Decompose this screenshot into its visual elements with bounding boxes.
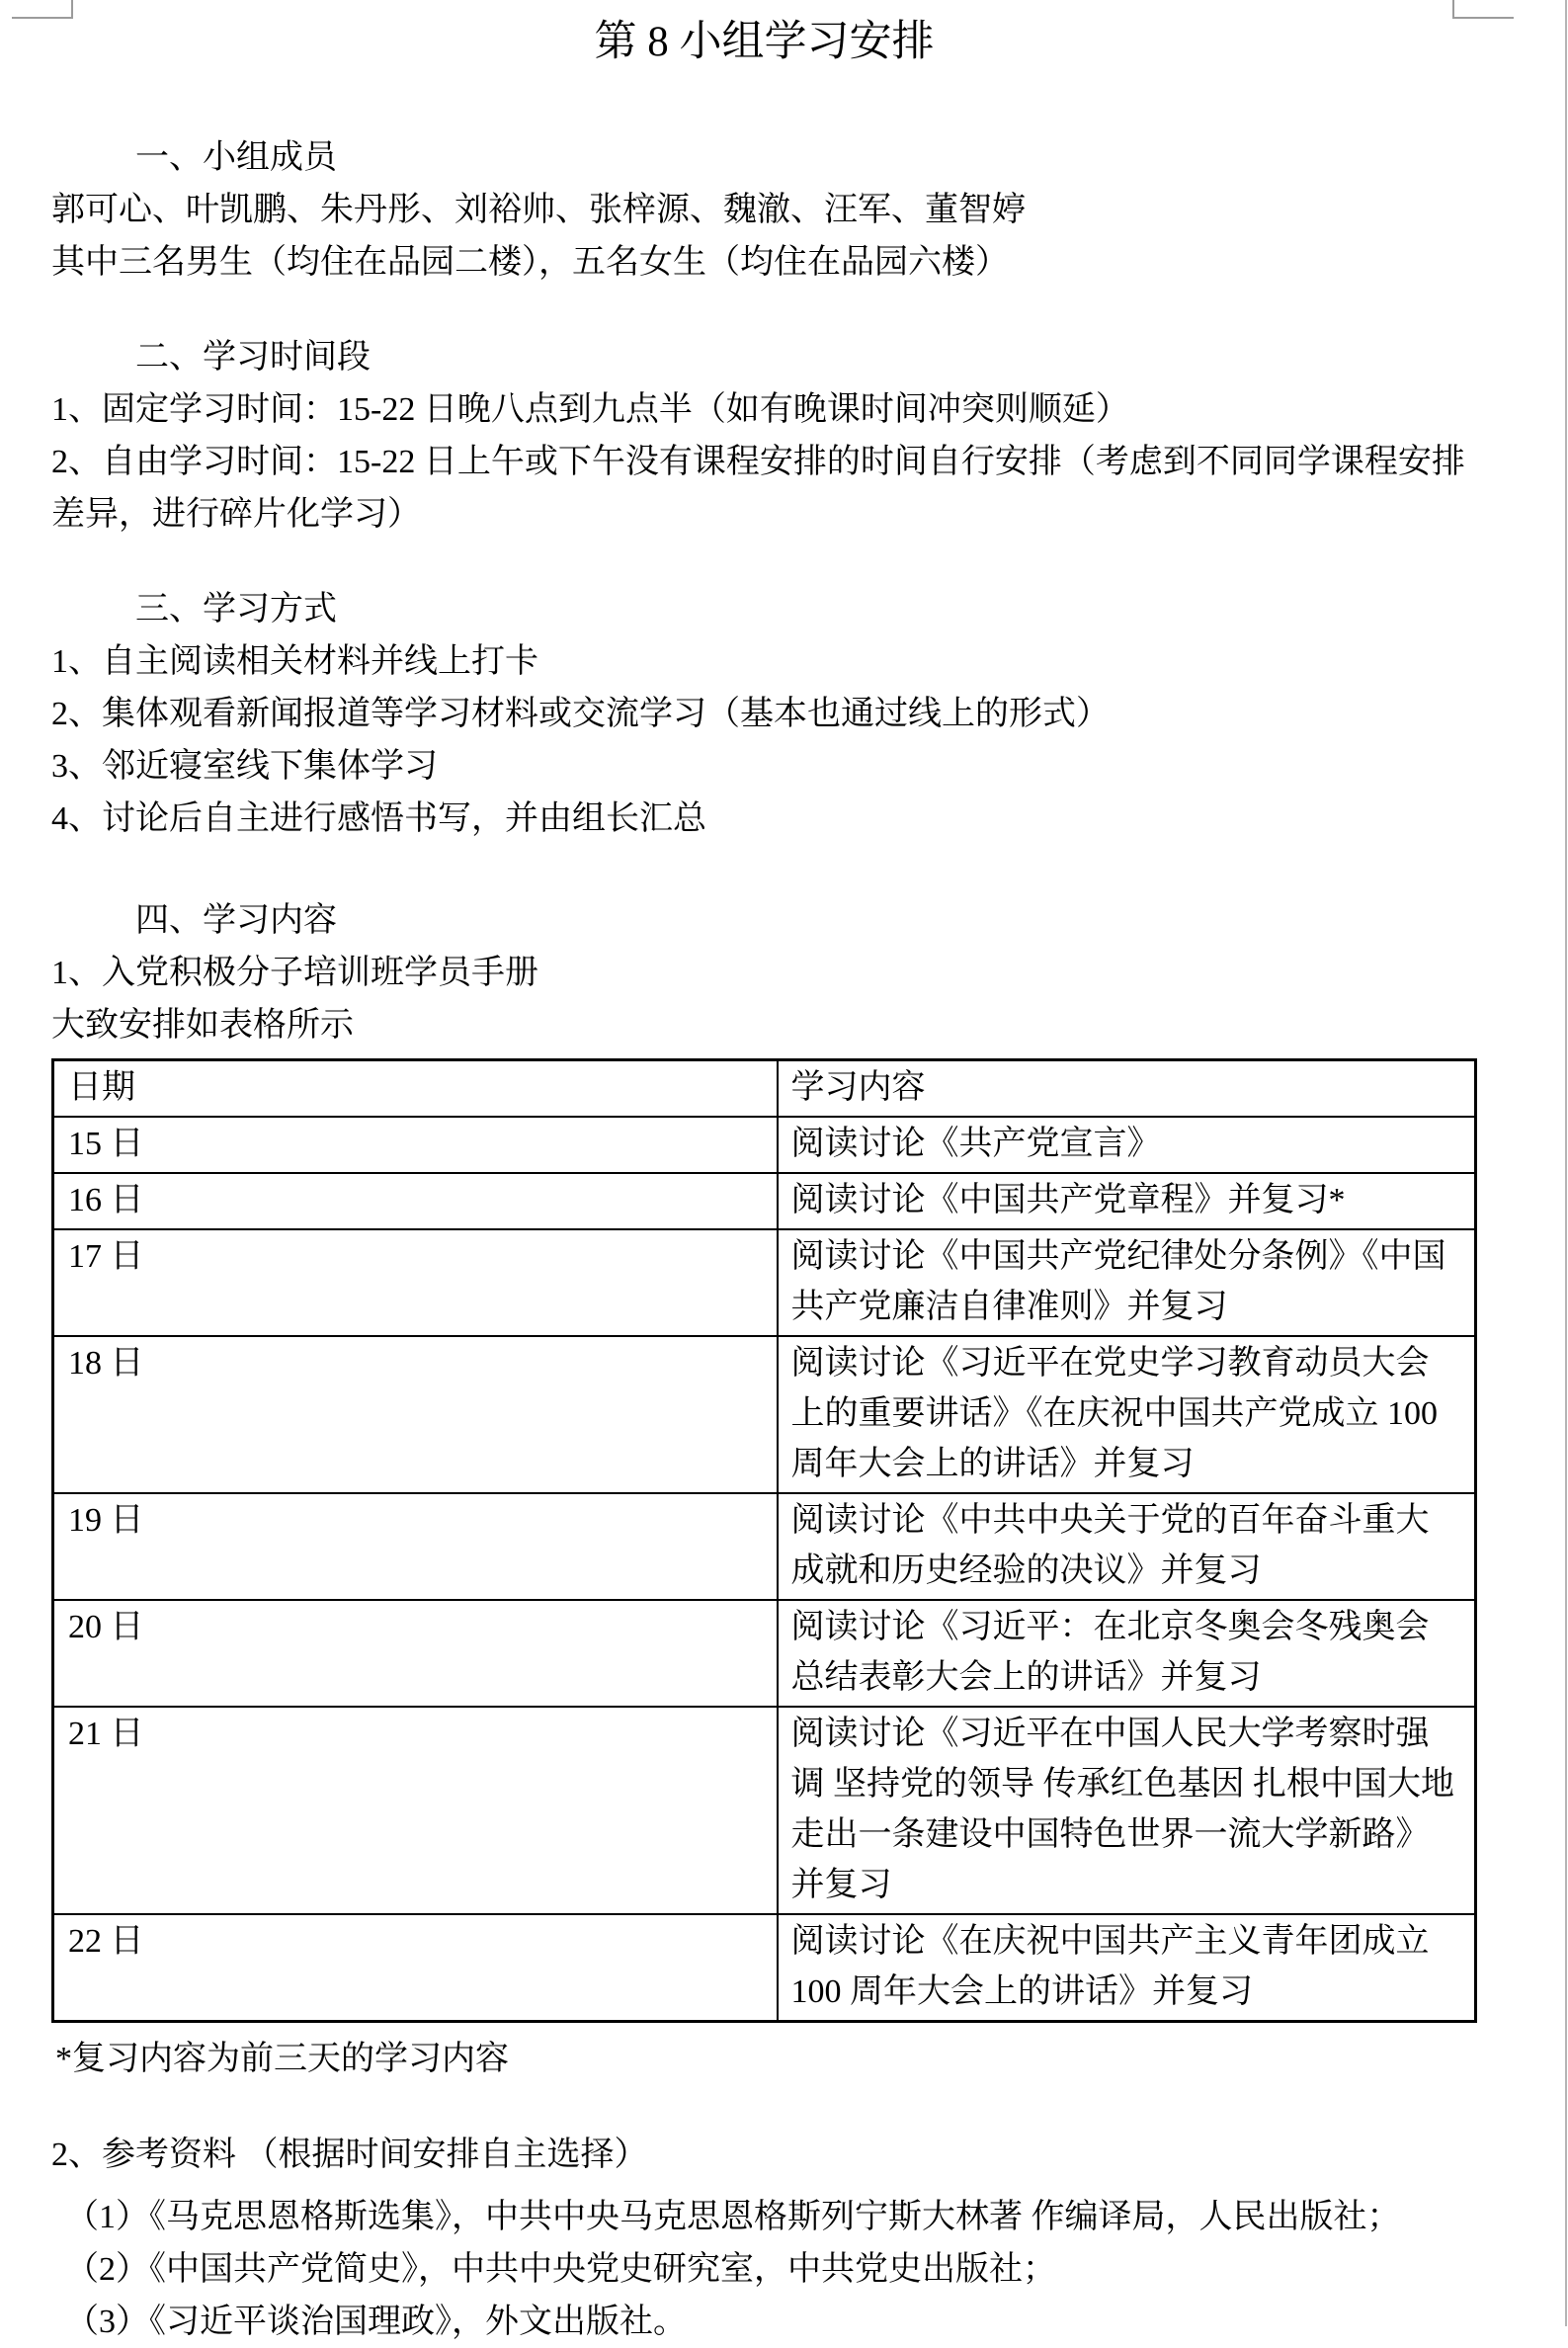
date-cell: 20 日 xyxy=(53,1600,778,1707)
method-item-4: 4、讨论后自主进行感悟书写，并由组长汇总 xyxy=(51,800,706,837)
table-row xyxy=(53,1117,1476,1173)
member-names-line: 郭可心、叶凯鹏、朱丹彤、刘裕帅、张梓源、魏澈、汪军、董智婷 xyxy=(51,192,1026,228)
section-content-heading: 四、学习内容 xyxy=(135,902,337,939)
section-schedule xyxy=(51,331,1477,541)
schedule-free-time-line: 2、自由学习时间：15-22 日上午或下午没有课程安排的时间自行安排（考虑到不同同学课程安排差异，进行碎片化学习） xyxy=(51,444,1465,533)
section-methods-heading: 三、学习方式 xyxy=(135,591,337,628)
date-cell: 21 日 xyxy=(53,1707,778,1914)
reference-item-1: （1）《马克思恩格斯选集》，中共中央马克思恩格斯列宁斯大林著 作编译局，人民出版社； xyxy=(65,2199,1401,2235)
date-cell: 19 日 xyxy=(53,1493,778,1600)
reference-item-3: （3）《习近平谈治国理政》，外文出版社。 xyxy=(65,2304,687,2340)
section-members xyxy=(51,131,1477,289)
content-table-intro-line: 大致安排如表格所示 xyxy=(51,1007,354,1044)
content-cell: 阅读讨论《习近平在党史学习教育动员大会上的重要讲话》《在庆祝中国共产党成立 100 周年大会上的讲话》并复习 xyxy=(778,1336,1476,1493)
table-row xyxy=(53,1914,1476,2022)
header-cell-content: 学习内容 xyxy=(778,1060,1476,1118)
member-housing-line: 其中三名男生（均住在品园二楼），五名女生（均住在品园六楼） xyxy=(51,244,1009,281)
method-item-2: 2、集体观看新闻报道等学习材料或交流学习（基本也通过线上的形式） xyxy=(51,696,1110,732)
date-cell: 17 日 xyxy=(53,1229,778,1336)
schedule-fixed-time-line: 1、固定学习时间：15-22 日晚八点到九点半（如有晚课时间冲突则顺延） xyxy=(51,391,1129,428)
content-cell: 阅读讨论《共产党宣言》 xyxy=(778,1117,1476,1173)
header-cell-date: 日期 xyxy=(53,1060,778,1118)
table-row xyxy=(53,1173,1476,1229)
date-cell: 18 日 xyxy=(53,1336,778,1493)
reference-item-2: （2）《中国共产党简史》，中共中央党史研究室，中共党史出版社； xyxy=(65,2251,1056,2288)
table-row xyxy=(53,1493,1476,1600)
date-cell: 22 日 xyxy=(53,1914,778,2022)
content-cell: 阅读讨论《中共中央关于党的百年奋斗重大成就和历史经验的决议》并复习 xyxy=(778,1493,1476,1600)
section-methods xyxy=(51,583,1477,845)
table-footnote: *复习内容为前三天的学习内容 xyxy=(55,2041,509,2077)
date-cell: 15 日 xyxy=(53,1117,778,1173)
section-content xyxy=(51,894,1477,1051)
table-row xyxy=(53,1707,1476,1914)
content-handbook-line: 1、入党积极分子培训班学员手册 xyxy=(51,955,538,991)
date-cell: 16 日 xyxy=(53,1173,778,1229)
table-row xyxy=(53,1600,1476,1707)
document-title: 第 8 小组学习安排 xyxy=(594,19,935,65)
content-cell: 阅读讨论《中国共产党纪律处分条例》《中国共产党廉洁自律准则》并复习 xyxy=(778,1229,1476,1336)
section-schedule-heading: 二、学习时间段 xyxy=(135,339,371,376)
content-cell: 阅读讨论《在庆祝中国共产主义青年团成立 100 周年大会上的讲话》并复习 xyxy=(778,1914,1476,2022)
method-item-3: 3、邻近寝室线下集体学习 xyxy=(51,748,438,785)
method-item-1: 1、自主阅读相关材料并线上打卡 xyxy=(51,643,538,680)
study-schedule-table xyxy=(51,1058,1477,2023)
table-header-row xyxy=(53,1060,1476,1118)
content-cell: 阅读讨论《中国共产党章程》并复习* xyxy=(778,1173,1476,1229)
content-cell: 阅读讨论《习近平在中国人民大学考察时强调 坚持党的领导 传承红色基因 扎根中国大地 走出一条建设中国特色世界一流大学新路》并复习 xyxy=(778,1707,1476,1914)
section-members-heading: 一、小组成员 xyxy=(135,139,337,176)
references-heading: 2、参考资料 （根据时间安排自主选择） xyxy=(51,2137,648,2173)
table-row xyxy=(53,1229,1476,1336)
content-cell: 阅读讨论《习近平：在北京冬奥会冬残奥会总结表彰大会上的讲话》并复习 xyxy=(778,1600,1476,1707)
table-row xyxy=(53,1336,1476,1493)
